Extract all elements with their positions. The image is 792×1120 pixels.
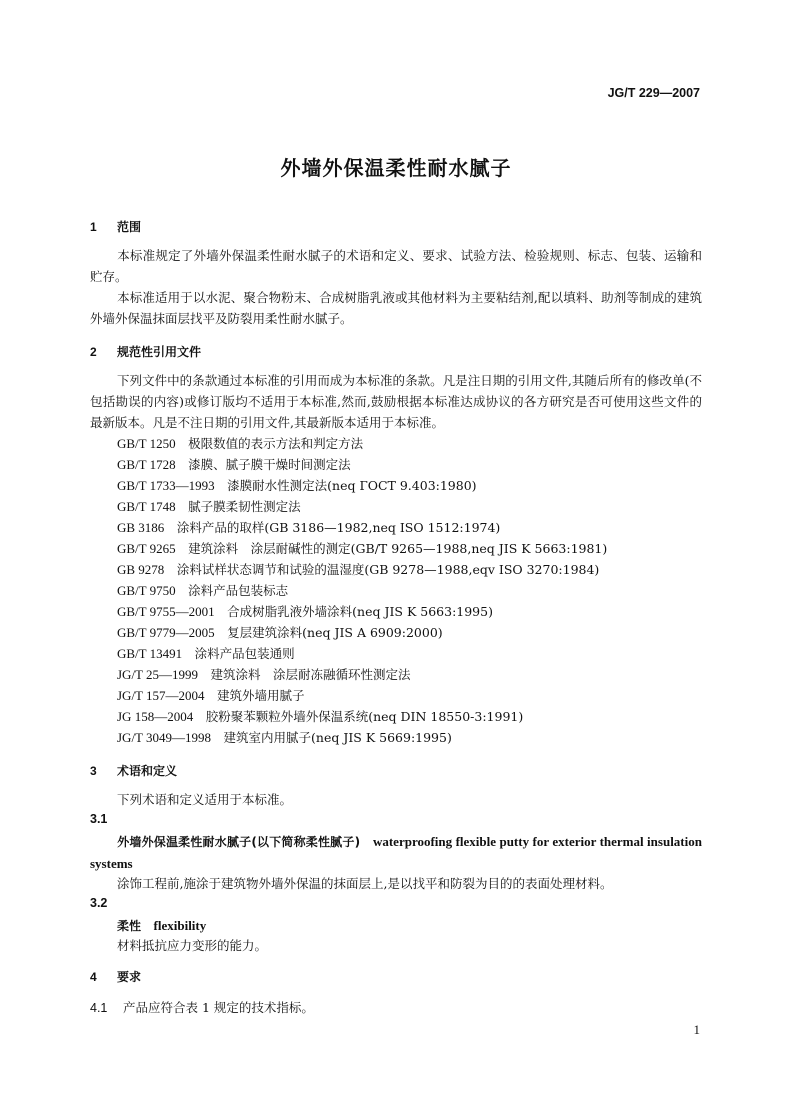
reference-item: JG 158—2004 胶粉聚苯颗粒外墙外保温系统(neq DIN 18550-3:1991): [117, 709, 524, 724]
paragraph-text: 下列文件中的条款通过本标准的引用而成为本标准的条款。凡是注日期的引用文件,其随后所有的修改单(不包括勘误的内容)或修订版均不适用于本标准,然而,鼓励根据本标准达成协议的各方研究是否可使用这些文件的最新版本。凡是不注日期的引用文件,其最新版本适用于本标准。: [90, 373, 702, 430]
reference-item: GB/T 9265 建筑涂料 涂层耐碱性的测定(GB/T 9265—1988,neq JIS K 5663:1981): [117, 541, 608, 556]
section-number: 3: [90, 764, 97, 778]
reference-item: GB/T 1733—1993 漆膜耐水性测定法(neq ГОСТ 9.403:1980): [117, 478, 477, 493]
term-chinese: 外墙外保温柔性耐水腻子(以下简称柔性腻子): [117, 835, 361, 849]
reference-item: GB/T 1728 漆膜、腻子膜干燥时间测定法: [117, 457, 351, 472]
reference-item: GB/T 1748 腻子膜柔韧性测定法: [117, 499, 301, 514]
standard-code: JG/T 229—2007: [607, 86, 700, 100]
reference-item: JG/T 3049—1998 建筑室内用腻子(neq JIS K 5669:1995): [117, 730, 452, 745]
reference-item: JG/T 25—1999 建筑涂料 涂层耐冻融循环性测定法: [117, 667, 411, 682]
section-number: 1: [90, 220, 97, 234]
reference-item: GB/T 9779—2005 复层建筑涂料(neq JIS A 6909:2000): [117, 625, 443, 640]
reference-item: GB/T 1250 极限数值的表示方法和判定方法: [117, 436, 364, 451]
section-4-heading: [90, 968, 141, 985]
section-title: 范围: [117, 220, 142, 234]
section-1-paragraph-1: [90, 245, 702, 287]
section-title: 术语和定义: [117, 764, 178, 778]
reference-item: GB/T 9755—2001 合成树脂乳液外墙涂料(neq JIS K 5663:1995): [117, 604, 493, 619]
section-number: 2: [90, 345, 97, 359]
term-definition: 涂饰工程前,施涂于建筑物外墙外保温的抹面层上,是以找平和防裂为目的的表面处理材料。: [117, 876, 613, 891]
paragraph-text: 本标准规定了外墙外保温柔性耐水腻子的术语和定义、要求、试验方法、检验规则、标志、包装、运输和贮存。: [90, 248, 702, 284]
section-3-heading: [90, 762, 177, 779]
document-title: 外墙外保温柔性耐水腻子: [280, 156, 512, 180]
reference-item: JG/T 157—2004 建筑外墙用腻子: [117, 688, 305, 703]
reference-item: GB 9278 涂料试样状态调节和试验的温湿度(GB 9278—1988,eqv ISO 3270:1984): [117, 562, 600, 577]
section-title: 要求: [117, 970, 142, 984]
section-2-heading: [90, 343, 201, 360]
page-number: 1: [693, 1022, 700, 1037]
term-definition: 材料抵抗应力变形的能力。: [117, 938, 268, 953]
section-number: 4: [90, 970, 97, 984]
reference-item: GB 3186 涂料产品的取样(GB 3186—1982,neq ISO 1512:1974): [117, 520, 501, 535]
section-1-heading: [90, 218, 141, 235]
clause-text: 产品应符合表 1 规定的技术指标。: [123, 1000, 314, 1015]
clause-4-1: [90, 998, 314, 1016]
reference-item: GB/T 13491 涂料产品包装通则: [117, 646, 295, 661]
clause-number: 3.1: [90, 812, 108, 826]
term-english: flexibility: [153, 918, 207, 933]
section-3-intro: 下列术语和定义适用于本标准。: [117, 792, 293, 807]
clause-number: 3.2: [90, 896, 108, 910]
section-title: 规范性引用文件: [117, 345, 202, 359]
section-2-paragraph-1: [90, 370, 702, 433]
term-chinese: 柔性: [117, 919, 142, 933]
paragraph-text: 本标准适用于以水泥、聚合物粉末、合成树脂乳液或其他材料为主要粘结剂,配以填料、助剂等制成的建筑外墙外保温抹面层找平及防裂用柔性耐水腻子。: [90, 290, 702, 326]
clause-number: 4.1: [90, 1001, 108, 1015]
reference-item: GB/T 9750 涂料产品包装标志: [117, 583, 289, 598]
term-3-1: [90, 831, 702, 874]
term-3-2: [90, 915, 702, 937]
section-1-paragraph-2: [90, 287, 702, 329]
term-english: waterproofing flexible putty for exterior thermal insulation systems: [90, 834, 702, 871]
